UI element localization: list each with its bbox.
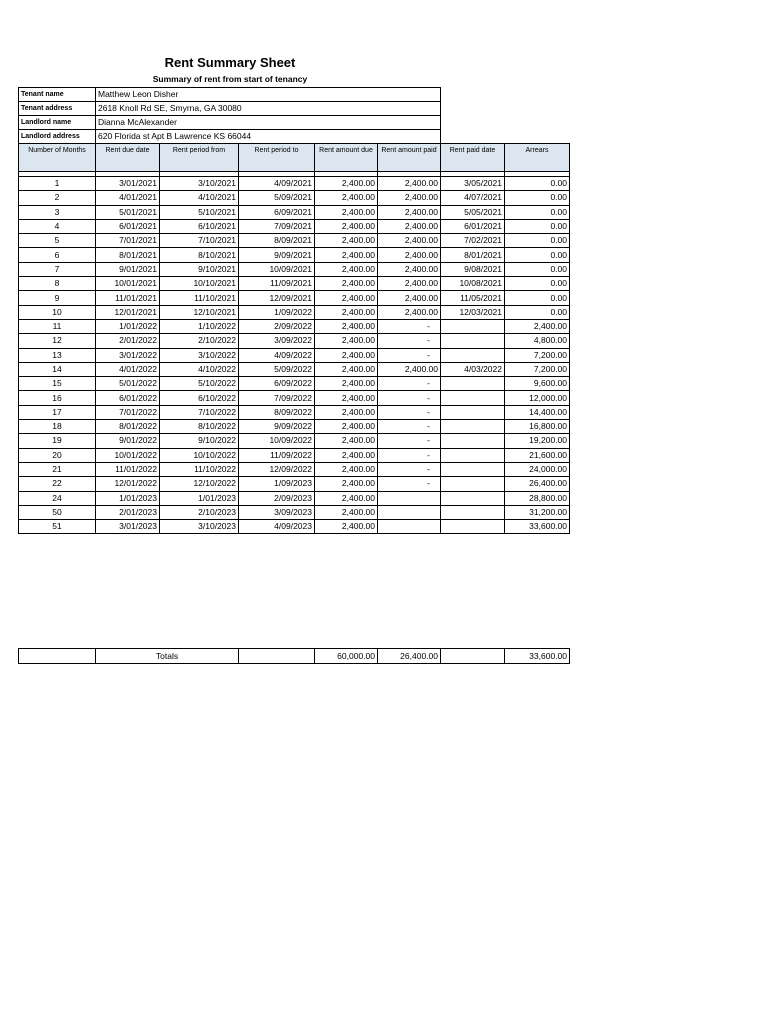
cell-amount-paid[interactable]: 2,400.00 bbox=[378, 234, 441, 248]
cell-rent-due-date[interactable]: 8/01/2021 bbox=[96, 248, 160, 262]
cell-paid-date[interactable]: 9/08/2021 bbox=[441, 262, 505, 276]
cell-period-from[interactable]: 3/10/2022 bbox=[160, 348, 239, 362]
cell-amount-due[interactable]: 2,400.00 bbox=[315, 262, 378, 276]
cell-period-from[interactable]: 4/10/2022 bbox=[160, 362, 239, 376]
cell-period-from[interactable]: 3/10/2021 bbox=[160, 177, 239, 191]
cell-month-number[interactable]: 2 bbox=[19, 191, 96, 205]
page-subtitle: Summary of rent from start of tenancy bbox=[152, 74, 308, 84]
cell-period-from[interactable]: 2/10/2023 bbox=[160, 505, 239, 519]
cell-amount-due[interactable]: 2,400.00 bbox=[315, 377, 378, 391]
cell-arrears[interactable]: 0.00 bbox=[505, 248, 570, 262]
cell-period-to[interactable]: 10/09/2021 bbox=[239, 262, 315, 276]
table-row bbox=[19, 205, 570, 219]
table-row bbox=[19, 177, 570, 191]
tenant-name-label: Tenant name bbox=[19, 88, 96, 102]
totals-table bbox=[18, 648, 570, 664]
cell-period-to[interactable]: 10/09/2022 bbox=[239, 434, 315, 448]
cell-amount-due[interactable]: 2,400.00 bbox=[315, 448, 378, 462]
cell-rent-due-date[interactable]: 3/01/2021 bbox=[96, 177, 160, 191]
cell-amount-paid[interactable]: 2,400.00 bbox=[378, 305, 441, 319]
cell-period-to[interactable]: 7/09/2022 bbox=[239, 391, 315, 405]
cell-rent-due-date[interactable]: 12/01/2021 bbox=[96, 305, 160, 319]
cell-rent-due-date[interactable]: 9/01/2022 bbox=[96, 434, 160, 448]
cell-month-number[interactable]: 5 bbox=[19, 234, 96, 248]
cell-arrears[interactable]: 4,800.00 bbox=[505, 334, 570, 348]
cell-month-number[interactable]: 51 bbox=[19, 520, 96, 534]
cell-paid-date[interactable]: 8/01/2021 bbox=[441, 248, 505, 262]
cell-rent-due-date[interactable]: 11/01/2022 bbox=[96, 462, 160, 476]
col-header-amount-due: Rent amount due bbox=[315, 144, 378, 172]
cell-period-to[interactable]: 1/09/2022 bbox=[239, 305, 315, 319]
cell-period-to[interactable]: 1/09/2023 bbox=[239, 477, 315, 491]
cell-amount-due[interactable]: 2,400.00 bbox=[315, 405, 378, 419]
cell-arrears[interactable]: 26,400.00 bbox=[505, 477, 570, 491]
cell-arrears[interactable]: 12,000.00 bbox=[505, 391, 570, 405]
cell-amount-paid[interactable]: - bbox=[378, 348, 441, 362]
cell-paid-date[interactable] bbox=[441, 377, 505, 391]
cell-arrears[interactable]: 0.00 bbox=[505, 277, 570, 291]
cell-rent-due-date[interactable]: 1/01/2023 bbox=[96, 491, 160, 505]
cell-period-from[interactable]: 4/10/2021 bbox=[160, 191, 239, 205]
cell-amount-paid[interactable]: 2,400.00 bbox=[378, 177, 441, 191]
cell-period-to[interactable]: 5/09/2021 bbox=[239, 191, 315, 205]
totals-rent-paid: 26,400.00 bbox=[378, 649, 441, 664]
cell-arrears[interactable]: 21,600.00 bbox=[505, 448, 570, 462]
cell-amount-paid[interactable]: - bbox=[378, 462, 441, 476]
cell-month-number[interactable]: 50 bbox=[19, 505, 96, 519]
cell-period-from[interactable]: 12/10/2021 bbox=[160, 305, 239, 319]
cell-period-to[interactable]: 3/09/2022 bbox=[239, 334, 315, 348]
cell-amount-paid[interactable]: - bbox=[378, 420, 441, 434]
cell-amount-paid[interactable]: 2,400.00 bbox=[378, 248, 441, 262]
cell-period-from[interactable]: 5/10/2021 bbox=[160, 205, 239, 219]
cell-amount-due[interactable]: 2,400.00 bbox=[315, 319, 378, 333]
cell-period-from[interactable]: 8/10/2021 bbox=[160, 248, 239, 262]
cell-period-to[interactable]: 5/09/2022 bbox=[239, 362, 315, 376]
table-row bbox=[19, 362, 570, 376]
cell-paid-date[interactable]: 4/03/2022 bbox=[441, 362, 505, 376]
col-header-arrears: Arrears bbox=[505, 144, 570, 172]
cell-amount-paid[interactable] bbox=[378, 520, 441, 534]
cell-amount-due[interactable]: 2,400.00 bbox=[315, 362, 378, 376]
cell-period-to[interactable]: 9/09/2022 bbox=[239, 420, 315, 434]
cell-paid-date[interactable]: 6/01/2021 bbox=[441, 219, 505, 233]
table-row bbox=[19, 305, 570, 319]
col-header-due-date: Rent due date bbox=[96, 144, 160, 172]
cell-period-from[interactable]: 5/10/2022 bbox=[160, 377, 239, 391]
table-row bbox=[19, 462, 570, 476]
cell-arrears[interactable]: 0.00 bbox=[505, 291, 570, 305]
cell-period-from[interactable]: 7/10/2021 bbox=[160, 234, 239, 248]
table-row bbox=[19, 248, 570, 262]
cell-paid-date[interactable] bbox=[441, 477, 505, 491]
cell-rent-due-date[interactable]: 8/01/2022 bbox=[96, 420, 160, 434]
cell-arrears[interactable]: 0.00 bbox=[505, 262, 570, 276]
cell-month-number[interactable]: 12 bbox=[19, 334, 96, 348]
cell-rent-due-date[interactable]: 3/01/2022 bbox=[96, 348, 160, 362]
cell-rent-due-date[interactable]: 9/01/2021 bbox=[96, 262, 160, 276]
cell-arrears[interactable]: 0.00 bbox=[505, 205, 570, 219]
cell-arrears[interactable]: 16,800.00 bbox=[505, 420, 570, 434]
cell-arrears[interactable]: 24,000.00 bbox=[505, 462, 570, 476]
col-header-period-to: Rent period to bbox=[239, 144, 315, 172]
cell-period-from[interactable]: 3/10/2023 bbox=[160, 520, 239, 534]
cell-amount-due[interactable]: 2,400.00 bbox=[315, 219, 378, 233]
cell-amount-paid[interactable]: - bbox=[378, 434, 441, 448]
cell-period-to[interactable]: 4/09/2021 bbox=[239, 177, 315, 191]
cell-amount-due[interactable]: 2,400.00 bbox=[315, 434, 378, 448]
cell-period-from[interactable]: 6/10/2022 bbox=[160, 391, 239, 405]
cell-amount-paid[interactable]: - bbox=[378, 334, 441, 348]
cell-paid-date[interactable]: 12/03/2021 bbox=[441, 305, 505, 319]
cell-amount-due[interactable]: 2,400.00 bbox=[315, 520, 378, 534]
header-row bbox=[19, 144, 570, 172]
cell-month-number[interactable]: 21 bbox=[19, 462, 96, 476]
cell-month-number[interactable]: 16 bbox=[19, 391, 96, 405]
cell-month-number[interactable]: 6 bbox=[19, 248, 96, 262]
cell-amount-due[interactable]: 2,400.00 bbox=[315, 477, 378, 491]
cell-rent-due-date[interactable]: 10/01/2022 bbox=[96, 448, 160, 462]
cell-period-to[interactable]: 11/09/2022 bbox=[239, 448, 315, 462]
table-row bbox=[19, 477, 570, 491]
cell-period-to[interactable]: 12/09/2022 bbox=[239, 462, 315, 476]
table-row bbox=[19, 434, 570, 448]
cell-paid-date[interactable]: 7/02/2021 bbox=[441, 234, 505, 248]
cell-rent-due-date[interactable]: 10/01/2021 bbox=[96, 277, 160, 291]
cell-arrears[interactable]: 0.00 bbox=[505, 219, 570, 233]
rent-schedule-table bbox=[18, 143, 570, 534]
cell-paid-date[interactable] bbox=[441, 520, 505, 534]
cell-rent-due-date[interactable]: 1/01/2022 bbox=[96, 319, 160, 333]
table-row bbox=[19, 520, 570, 534]
cell-paid-date[interactable] bbox=[441, 462, 505, 476]
cell-amount-due[interactable]: 2,400.00 bbox=[315, 420, 378, 434]
cell-rent-due-date[interactable]: 2/01/2023 bbox=[96, 505, 160, 519]
cell-arrears[interactable]: 28,800.00 bbox=[505, 491, 570, 505]
cell-amount-paid[interactable]: 2,400.00 bbox=[378, 362, 441, 376]
cell-period-to[interactable]: 3/09/2023 bbox=[239, 505, 315, 519]
cell-month-number[interactable]: 20 bbox=[19, 448, 96, 462]
landlord-address-value[interactable]: 620 Florida st Apt B Lawrence KS 66044 bbox=[96, 130, 441, 144]
cell-month-number[interactable]: 14 bbox=[19, 362, 96, 376]
table-row bbox=[19, 234, 570, 248]
totals-rent-due: 60,000.00 bbox=[315, 649, 378, 664]
cell-month-number[interactable]: 11 bbox=[19, 319, 96, 333]
cell-rent-due-date[interactable]: 11/01/2021 bbox=[96, 291, 160, 305]
cell-paid-date[interactable] bbox=[441, 448, 505, 462]
cell-paid-date[interactable]: 10/08/2021 bbox=[441, 277, 505, 291]
cell-period-to[interactable]: 8/09/2022 bbox=[239, 405, 315, 419]
cell-rent-due-date[interactable]: 4/01/2022 bbox=[96, 362, 160, 376]
cell-period-from[interactable]: 11/10/2022 bbox=[160, 462, 239, 476]
cell-amount-paid[interactable]: 2,400.00 bbox=[378, 291, 441, 305]
cell-period-from[interactable]: 1/10/2022 bbox=[160, 319, 239, 333]
col-header-months: Number of Months bbox=[19, 144, 96, 172]
cell-month-number[interactable]: 8 bbox=[19, 277, 96, 291]
cell-period-to[interactable]: 4/09/2022 bbox=[239, 348, 315, 362]
cell-arrears[interactable]: 9,600.00 bbox=[505, 377, 570, 391]
col-header-paid-date: Rent paid date bbox=[441, 144, 505, 172]
cell-amount-due[interactable]: 2,400.00 bbox=[315, 205, 378, 219]
table-row bbox=[19, 420, 570, 434]
cell-arrears[interactable]: 19,200.00 bbox=[505, 434, 570, 448]
cell-paid-date[interactable] bbox=[441, 319, 505, 333]
totals-label: Totals bbox=[96, 649, 239, 664]
cell-amount-paid[interactable]: - bbox=[378, 319, 441, 333]
cell-period-from[interactable]: 12/10/2022 bbox=[160, 477, 239, 491]
cell-paid-date[interactable] bbox=[441, 334, 505, 348]
cell-amount-paid[interactable]: - bbox=[378, 405, 441, 419]
cell-amount-paid[interactable]: - bbox=[378, 391, 441, 405]
cell-rent-due-date[interactable]: 4/01/2021 bbox=[96, 191, 160, 205]
cell-rent-due-date[interactable]: 7/01/2021 bbox=[96, 234, 160, 248]
cell-arrears[interactable]: 14,400.00 bbox=[505, 405, 570, 419]
cell-period-to[interactable]: 11/09/2021 bbox=[239, 277, 315, 291]
cell-period-from[interactable]: 10/10/2021 bbox=[160, 277, 239, 291]
landlord-name-row bbox=[19, 116, 441, 130]
cell-arrears[interactable]: 7,200.00 bbox=[505, 362, 570, 376]
cell-month-number[interactable]: 9 bbox=[19, 291, 96, 305]
cell-rent-due-date[interactable]: 3/01/2023 bbox=[96, 520, 160, 534]
tenancy-info-table bbox=[18, 87, 441, 144]
cell-paid-date[interactable] bbox=[441, 434, 505, 448]
cell-period-from[interactable]: 10/10/2022 bbox=[160, 448, 239, 462]
cell-month-number[interactable]: 4 bbox=[19, 219, 96, 233]
cell-period-from[interactable]: 9/10/2022 bbox=[160, 434, 239, 448]
table-row bbox=[19, 191, 570, 205]
cell-period-from[interactable]: 6/10/2021 bbox=[160, 219, 239, 233]
cell-rent-due-date[interactable]: 6/01/2022 bbox=[96, 391, 160, 405]
cell-paid-date[interactable] bbox=[441, 391, 505, 405]
table-row bbox=[19, 491, 570, 505]
cell-period-from[interactable]: 7/10/2022 bbox=[160, 405, 239, 419]
cell-period-to[interactable]: 6/09/2021 bbox=[239, 205, 315, 219]
cell-arrears[interactable]: 33,600.00 bbox=[505, 520, 570, 534]
cell-paid-date[interactable] bbox=[441, 505, 505, 519]
tenant-name-value[interactable]: Matthew Leon Disher bbox=[96, 88, 441, 102]
table-row bbox=[19, 391, 570, 405]
cell-rent-due-date[interactable]: 2/01/2022 bbox=[96, 334, 160, 348]
totals-row bbox=[19, 649, 570, 664]
cell-amount-due[interactable]: 2,400.00 bbox=[315, 234, 378, 248]
cell-period-to[interactable]: 6/09/2022 bbox=[239, 377, 315, 391]
cell-arrears[interactable]: 7,200.00 bbox=[505, 348, 570, 362]
cell-amount-due[interactable]: 2,400.00 bbox=[315, 505, 378, 519]
cell-arrears[interactable]: 2,400.00 bbox=[505, 319, 570, 333]
cell-amount-paid[interactable] bbox=[378, 491, 441, 505]
cell-period-from[interactable]: 8/10/2022 bbox=[160, 420, 239, 434]
table-row bbox=[19, 262, 570, 276]
tenant-address-label: Tenant address bbox=[19, 102, 96, 116]
cell-amount-paid[interactable]: 2,400.00 bbox=[378, 191, 441, 205]
totals-arrears: 33,600.00 bbox=[505, 649, 570, 664]
table-row bbox=[19, 505, 570, 519]
table-row bbox=[19, 348, 570, 362]
cell-amount-paid[interactable]: 2,400.00 bbox=[378, 219, 441, 233]
cell-period-from[interactable]: 11/10/2021 bbox=[160, 291, 239, 305]
totals-empty-cell bbox=[19, 649, 96, 664]
cell-period-to[interactable]: 9/09/2021 bbox=[239, 248, 315, 262]
table-row bbox=[19, 377, 570, 391]
cell-period-to[interactable]: 7/09/2021 bbox=[239, 219, 315, 233]
cell-rent-due-date[interactable]: 7/01/2022 bbox=[96, 405, 160, 419]
cell-period-to[interactable]: 4/09/2023 bbox=[239, 520, 315, 534]
cell-amount-paid[interactable]: - bbox=[378, 448, 441, 462]
landlord-name-label: Landlord name bbox=[19, 116, 96, 130]
cell-paid-date[interactable]: 11/05/2021 bbox=[441, 291, 505, 305]
cell-arrears[interactable]: 0.00 bbox=[505, 305, 570, 319]
cell-arrears[interactable]: 0.00 bbox=[505, 234, 570, 248]
cell-rent-due-date[interactable]: 12/01/2022 bbox=[96, 477, 160, 491]
cell-paid-date[interactable] bbox=[441, 420, 505, 434]
landlord-address-label: Landlord address bbox=[19, 130, 96, 144]
cell-paid-date[interactable]: 5/05/2021 bbox=[441, 205, 505, 219]
cell-amount-paid[interactable]: 2,400.00 bbox=[378, 262, 441, 276]
cell-arrears[interactable]: 31,200.00 bbox=[505, 505, 570, 519]
table-row bbox=[19, 319, 570, 333]
page-title: Rent Summary Sheet bbox=[164, 55, 296, 70]
table-row bbox=[19, 405, 570, 419]
cell-month-number[interactable]: 13 bbox=[19, 348, 96, 362]
col-header-amount-paid: Rent amount paid bbox=[378, 144, 441, 172]
cell-amount-due[interactable]: 2,400.00 bbox=[315, 177, 378, 191]
landlord-name-value[interactable]: Dianna McAlexander bbox=[96, 116, 441, 130]
cell-month-number[interactable]: 10 bbox=[19, 305, 96, 319]
cell-month-number[interactable]: 17 bbox=[19, 405, 96, 419]
cell-month-number[interactable]: 19 bbox=[19, 434, 96, 448]
cell-amount-paid[interactable]: - bbox=[378, 477, 441, 491]
cell-month-number[interactable]: 3 bbox=[19, 205, 96, 219]
cell-period-from[interactable]: 9/10/2021 bbox=[160, 262, 239, 276]
cell-rent-due-date[interactable]: 5/01/2021 bbox=[96, 205, 160, 219]
cell-paid-date[interactable]: 4/07/2021 bbox=[441, 191, 505, 205]
table-row bbox=[19, 277, 570, 291]
cell-amount-paid[interactable]: - bbox=[378, 377, 441, 391]
totals-empty-cell bbox=[239, 649, 315, 664]
landlord-address-row bbox=[19, 130, 441, 144]
cell-amount-paid[interactable] bbox=[378, 505, 441, 519]
cell-amount-due[interactable]: 2,400.00 bbox=[315, 248, 378, 262]
cell-paid-date[interactable] bbox=[441, 491, 505, 505]
cell-month-number[interactable]: 22 bbox=[19, 477, 96, 491]
cell-amount-due[interactable]: 2,400.00 bbox=[315, 277, 378, 291]
cell-paid-date[interactable]: 3/05/2021 bbox=[441, 177, 505, 191]
table-row bbox=[19, 448, 570, 462]
cell-amount-due[interactable]: 2,400.00 bbox=[315, 305, 378, 319]
cell-period-from[interactable]: 2/10/2022 bbox=[160, 334, 239, 348]
cell-amount-due[interactable]: 2,400.00 bbox=[315, 291, 378, 305]
cell-amount-due[interactable]: 2,400.00 bbox=[315, 391, 378, 405]
cell-arrears[interactable]: 0.00 bbox=[505, 191, 570, 205]
cell-amount-due[interactable]: 2,400.00 bbox=[315, 191, 378, 205]
cell-month-number[interactable]: 24 bbox=[19, 491, 96, 505]
cell-amount-paid[interactable]: 2,400.00 bbox=[378, 205, 441, 219]
cell-month-number[interactable]: 7 bbox=[19, 262, 96, 276]
cell-rent-due-date[interactable]: 5/01/2022 bbox=[96, 377, 160, 391]
cell-month-number[interactable]: 15 bbox=[19, 377, 96, 391]
cell-amount-paid[interactable]: 2,400.00 bbox=[378, 277, 441, 291]
rent-rows bbox=[19, 172, 570, 534]
cell-month-number[interactable]: 18 bbox=[19, 420, 96, 434]
cell-month-number[interactable]: 1 bbox=[19, 177, 96, 191]
tenant-address-row bbox=[19, 102, 441, 116]
cell-period-to[interactable]: 8/09/2021 bbox=[239, 234, 315, 248]
cell-period-from[interactable]: 1/01/2023 bbox=[160, 491, 239, 505]
col-header-period-from: Rent period from bbox=[160, 144, 239, 172]
cell-period-to[interactable]: 2/09/2022 bbox=[239, 319, 315, 333]
cell-paid-date[interactable] bbox=[441, 405, 505, 419]
table-row bbox=[19, 291, 570, 305]
cell-amount-due[interactable]: 2,400.00 bbox=[315, 334, 378, 348]
totals-empty-cell bbox=[441, 649, 505, 664]
cell-period-to[interactable]: 2/09/2023 bbox=[239, 491, 315, 505]
tenant-name-row bbox=[19, 88, 441, 102]
cell-rent-due-date[interactable]: 6/01/2021 bbox=[96, 219, 160, 233]
tenant-address-value[interactable]: 2618 Knoll Rd SE, Smyrna, GA 30080 bbox=[96, 102, 441, 116]
cell-amount-due[interactable]: 2,400.00 bbox=[315, 348, 378, 362]
table-row bbox=[19, 334, 570, 348]
table-row bbox=[19, 219, 570, 233]
cell-paid-date[interactable] bbox=[441, 348, 505, 362]
cell-amount-due[interactable]: 2,400.00 bbox=[315, 462, 378, 476]
cell-period-to[interactable]: 12/09/2021 bbox=[239, 291, 315, 305]
cell-arrears[interactable]: 0.00 bbox=[505, 177, 570, 191]
cell-amount-due[interactable]: 2,400.00 bbox=[315, 491, 378, 505]
